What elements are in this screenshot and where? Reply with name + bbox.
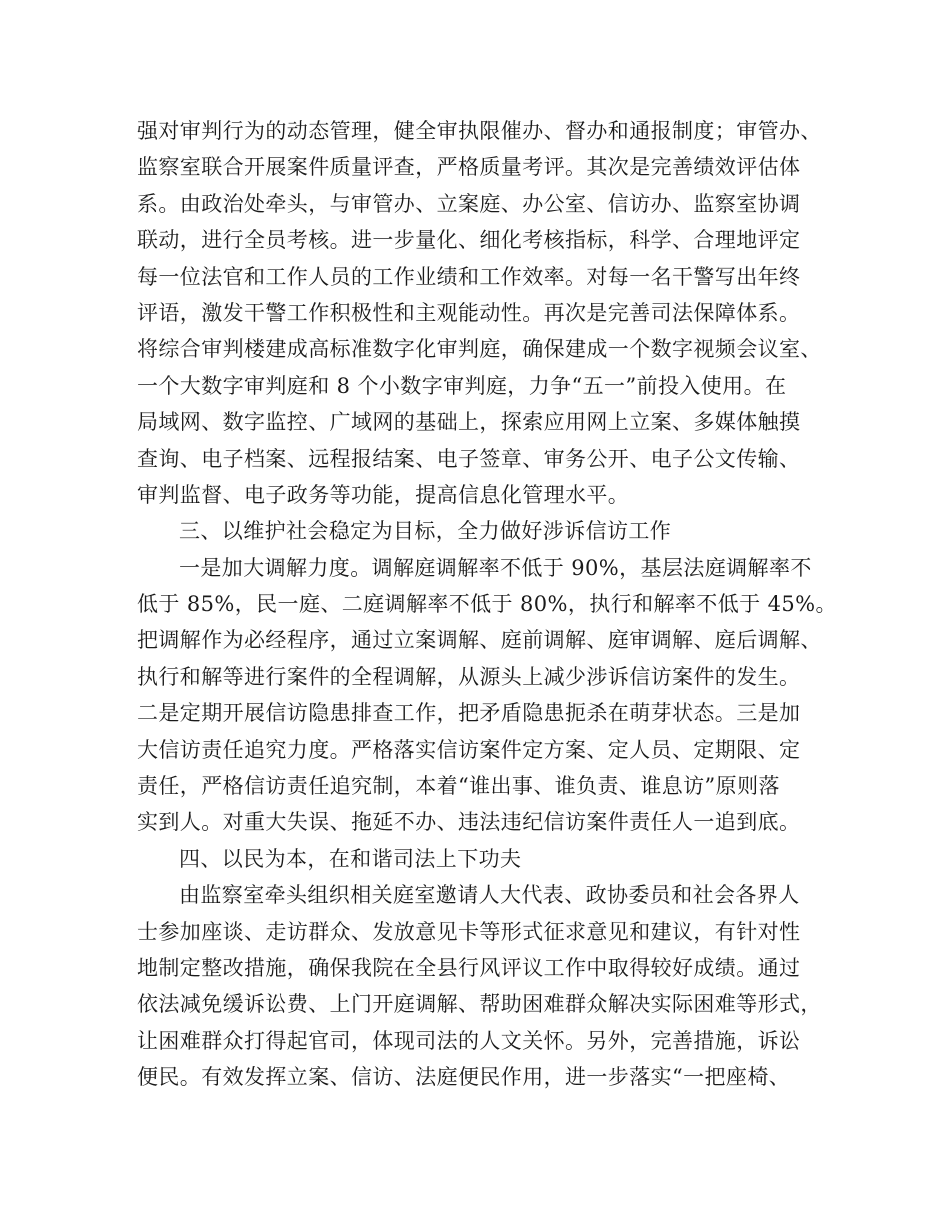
- text-line: 把调解作为必经程序，通过立案调解、庭前调解、庭审调解、庭后调解、: [137, 628, 822, 653]
- text-line: 低于 85%，民一庭、二庭调解率不低于 80%，执行和解率不低于 45%。: [137, 592, 837, 617]
- text-line: 查询、电子档案、远程报结案、电子签章、审务公开、电子公文传输、: [137, 446, 801, 471]
- text-line: 审判监督、电子政务等功能，提高信息化管理水平。: [137, 482, 630, 507]
- paragraph-first-line: 由监察室牵头组织相关庭室邀请人大代表、政协委员和社会各界人: [179, 883, 800, 908]
- text-line: 将综合审判楼建成高标准数字化审判庭，确保建成一个数字视频会议室、: [137, 337, 822, 362]
- text-line: 士参加座谈、走访群众、发放意见卡等形式征求意见和建议，有针对性: [137, 919, 801, 944]
- text-line: 让困难群众打得起官司，体现司法的人文关怀。另外，完善措施，诉讼: [137, 1028, 801, 1053]
- text-line: 评语，激发干警工作积极性和主观能动性。再次是完善司法保障体系。: [137, 300, 801, 325]
- text-line: 大信访责任追究力度。严格落实信访案件定方案、定人员、定期限、定: [137, 737, 801, 762]
- text-line: 每一位法官和工作人员的工作业绩和工作效率。对每一名干警写出年终: [137, 264, 801, 289]
- text-line: 便民。有效发挥立案、信访、法庭便民作用，进一步落实“一把座椅、: [137, 1065, 791, 1090]
- text-line: 强对审判行为的动态管理，健全审执限催办、督办和通报制度；审管办、: [137, 119, 822, 143]
- paragraph-first-line: 一是加大调解力度。调解庭调解率不低于 90%，基层法庭调解率不: [179, 555, 812, 580]
- text-line: 系。由政治处牵头，与审管办、立案庭、办公室、信访办、监察室协调: [137, 191, 801, 216]
- text-line: 依法减免缓诉讼费、上门开庭调解、帮助困难群众解决实际困难等形式，: [137, 992, 822, 1017]
- text-line: 联动，进行全员考核。进一步量化、细化考核指标，科学、合理地评定: [137, 228, 801, 253]
- paragraph-first-line: 三、以维护社会稳定为目标，全力做好涉诉信访工作: [179, 519, 672, 544]
- text-line: 一个大数字审判庭和 8 个小数字审判庭，力争“五一”前投入使用。在: [137, 373, 787, 398]
- text-line: 监察室联合开展案件质量评查，严格质量考评。其次是完善绩效评估体: [137, 155, 801, 180]
- paragraph-first-line: 四、以民为本，在和谐司法上下功夫: [179, 846, 522, 871]
- text-line: 责任，严格信访责任追究制，本着“谁出事、谁负责、谁息访”原则落: [137, 774, 780, 799]
- document-body: [137, 113, 837, 1096]
- text-line: 局域网、数字监控、广域网的基础上，探索应用网上立案、多媒体触摸: [137, 410, 801, 435]
- text-line: 执行和解等进行案件的全程调解，从源头上减少涉诉信访案件的发生。: [137, 664, 801, 689]
- text-line: 地制定整改措施，确保我院在全县行风评议工作中取得较好成绩。通过: [137, 955, 801, 980]
- text-line: 二是定期开展信访隐患排查工作，把矛盾隐患扼杀在萌芽状态。三是加: [137, 701, 801, 726]
- text-line: 实到人。对重大失误、拖延不办、违法违纪信访案件责任人一追到底。: [137, 810, 801, 835]
